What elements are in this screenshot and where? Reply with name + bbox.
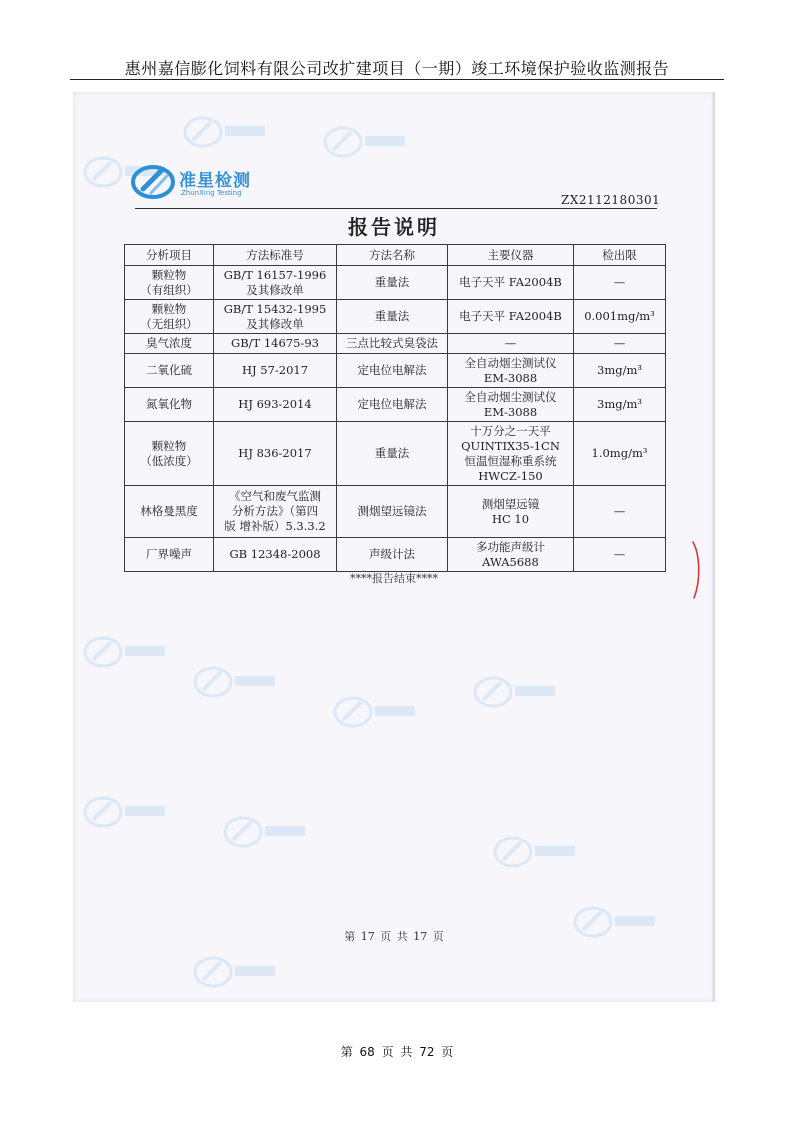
- header-divider: [70, 79, 724, 80]
- report-number-divider: [135, 208, 657, 209]
- table-row: [125, 354, 666, 388]
- table-row: [125, 300, 666, 334]
- methods-table: [124, 244, 666, 572]
- table-cell: —: [574, 334, 666, 354]
- page-footer: 第 68 页 共 72 页: [340, 1045, 454, 1059]
- table-cell: 厂界噪声: [125, 538, 214, 572]
- watermark-logo-icon: [83, 632, 173, 672]
- report-end-note: ****报告结束****: [350, 572, 438, 585]
- inner-page-number: 第 17 页 共 17 页: [344, 930, 444, 943]
- table-cell: —: [574, 486, 666, 538]
- red-pen-mark-icon: [690, 540, 704, 600]
- table-cell: 十万分之一天平 QUINTIX35-1CN 恒温恒湿称重系统 HWCZ-150: [448, 422, 574, 486]
- table-cell: 1.0mg/m³: [574, 422, 666, 486]
- table-row: [125, 334, 666, 354]
- table-cell: 3mg/m³: [574, 388, 666, 422]
- table-cell: —: [574, 538, 666, 572]
- table-row: [125, 486, 666, 538]
- table-cell: GB/T 14675-93: [214, 334, 337, 354]
- table-cell: 重量法: [337, 300, 448, 334]
- table-cell: GB 12348-2008: [214, 538, 337, 572]
- column-header: 分析项目: [125, 245, 214, 266]
- table-cell: 0.001mg/m³: [574, 300, 666, 334]
- table-cell: 重量法: [337, 266, 448, 300]
- column-header: 方法标准号: [214, 245, 337, 266]
- logo-mark-icon: [131, 162, 177, 202]
- report-number: ZX2112180301: [561, 193, 661, 207]
- table-cell: 颗粒物 （有组织）: [125, 266, 214, 300]
- watermark-logo-icon: [193, 662, 283, 702]
- table-cell: 颗粒物 （无组织）: [125, 300, 214, 334]
- report-title: 报告说明: [348, 215, 440, 239]
- watermark-logo-icon: [323, 122, 413, 162]
- table-cell: 电子天平 FA2004B: [448, 300, 574, 334]
- watermark-logo-icon: [473, 672, 563, 712]
- watermark-logo-icon: [333, 692, 423, 732]
- table-cell: HJ 836-2017: [214, 422, 337, 486]
- table-cell: 二氧化硫: [125, 354, 214, 388]
- table-cell: 《空气和废气监测 分析方法》（第四 版 增补版）5.3.3.2: [214, 486, 337, 538]
- table-row: [125, 538, 666, 572]
- table-cell: GB/T 15432-1995 及其修改单: [214, 300, 337, 334]
- table-cell: 声级计法: [337, 538, 448, 572]
- watermark-logo-icon: [493, 832, 583, 872]
- table-cell: HJ 693-2014: [214, 388, 337, 422]
- table-cell: 全自动烟尘测试仪 EM-3088: [448, 354, 574, 388]
- table-cell: 颗粒物 （低浓度）: [125, 422, 214, 486]
- table-cell: 多功能声级计 AWA5688: [448, 538, 574, 572]
- table-cell: 测烟望远镜法: [337, 486, 448, 538]
- watermark-logo-icon: [183, 112, 273, 152]
- watermark-logo-icon: [83, 792, 173, 832]
- table-header-row: [125, 245, 666, 266]
- column-header: 检出限: [574, 245, 666, 266]
- logo-name-en: ZhunXing Testing: [181, 189, 242, 197]
- table-cell: 重量法: [337, 422, 448, 486]
- column-header: 主要仪器: [448, 245, 574, 266]
- table-cell: 电子天平 FA2004B: [448, 266, 574, 300]
- watermark-logo-icon: [193, 952, 283, 992]
- table-cell: 臭气浓度: [125, 334, 214, 354]
- table-cell: 定电位电解法: [337, 354, 448, 388]
- company-logo: [131, 160, 251, 206]
- table-cell: 全自动烟尘测试仪 EM-3088: [448, 388, 574, 422]
- running-header: 惠州嘉信膨化饲料有限公司改扩建项目（一期）竣工环境保护验收监测报告: [124, 59, 670, 78]
- column-header: 方法名称: [337, 245, 448, 266]
- table-row: [125, 388, 666, 422]
- table-cell: —: [574, 266, 666, 300]
- logo-name-cn: 准星检测: [179, 171, 251, 191]
- table-row: [125, 266, 666, 300]
- table-cell: 三点比较式臭袋法: [337, 334, 448, 354]
- scanned-page: [73, 92, 715, 1002]
- table-cell: HJ 57-2017: [214, 354, 337, 388]
- table-cell: GB/T 16157-1996 及其修改单: [214, 266, 337, 300]
- table-cell: 氮氧化物: [125, 388, 214, 422]
- watermark-logo-icon: [223, 812, 313, 852]
- table-cell: 定电位电解法: [337, 388, 448, 422]
- table-cell: —: [448, 334, 574, 354]
- table-row: [125, 422, 666, 486]
- table-cell: 测烟望远镜 HC 10: [448, 486, 574, 538]
- table-cell: 林格曼黑度: [125, 486, 214, 538]
- table-cell: 3mg/m³: [574, 354, 666, 388]
